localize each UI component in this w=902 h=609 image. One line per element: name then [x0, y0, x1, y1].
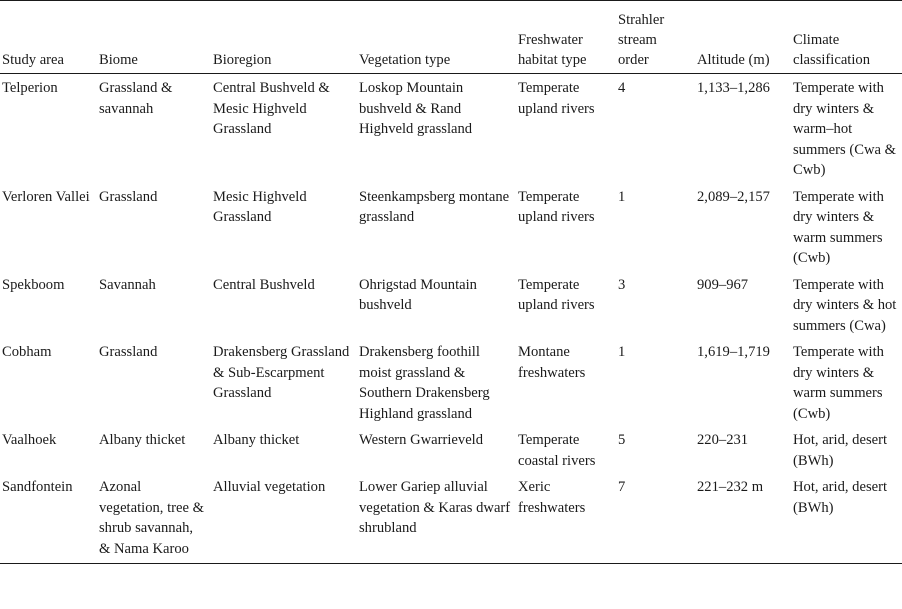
cell-habitat-type: Temperate upland rivers: [518, 188, 595, 225]
cell-biome: Azonal vegetation, tree & shrub savannah, & Nama Karoo: [99, 479, 204, 557]
cell-bioregion: Drakensberg Grassland & Sub-Escarpment Grassland: [213, 344, 350, 401]
cell-vegetation-type: Loskop Mountain bushveld & Rand Highveld grassland: [359, 80, 473, 137]
cell-altitude: 221–232 m: [697, 479, 764, 495]
cell-study-area: Telperion: [2, 80, 58, 96]
cell-biome: Savannah: [99, 276, 156, 293]
cell-bioregion: Mesic Highveld Grassland: [213, 188, 307, 225]
cell-biome: Grassland: [99, 188, 158, 205]
cell-climate: Temperate with dry winters & warm summers (Cwb): [793, 188, 884, 266]
cell-vegetation-type: Steenkampsberg montane grassland: [359, 188, 510, 225]
table-row: [0, 74, 902, 185]
table-header: [0, 1, 902, 74]
cell-altitude: 220–231: [697, 432, 749, 448]
header-row: [0, 1, 902, 74]
header-bioregion: Bioregion: [213, 52, 272, 68]
cell-stream-order: 3: [618, 276, 626, 293]
cell-altitude: 909–967: [697, 276, 749, 293]
cell-bioregion: Central Bushveld & Mesic Highveld Grassland: [213, 80, 330, 137]
cell-vegetation-type: Western Gwarrieveld: [359, 432, 484, 448]
cell-bioregion: Albany thicket: [213, 432, 300, 448]
cell-stream-order: 5: [618, 432, 626, 448]
cell-habitat-type: Temperate upland rivers: [518, 80, 595, 117]
cell-habitat-type: Xeric freshwaters: [518, 479, 586, 516]
header-vegetation-type: Vegetation type: [359, 52, 451, 68]
cell-biome: Albany thicket: [99, 432, 186, 448]
cell-climate: Hot, arid, desert (BWh): [793, 432, 888, 469]
cell-climate: Temperate with dry winters & hot summers (Cwa): [793, 276, 897, 334]
cell-altitude: 1,133–1,286: [697, 80, 770, 96]
header-altitude: Altitude (m): [697, 52, 770, 68]
cell-climate: Hot, arid, desert (BWh): [793, 479, 888, 516]
cell-study-area: Vaalhoek: [2, 432, 57, 448]
cell-climate: Temperate with dry winters & warm summers (Cwb): [793, 344, 884, 422]
cell-vegetation-type: Ohrigstad Mountain bushveld: [359, 276, 477, 313]
table-row: [0, 428, 902, 475]
cell-study-area: Sandfontein: [2, 479, 73, 495]
cell-study-area: Cobham: [2, 344, 52, 360]
cell-stream-order: 1: [618, 344, 626, 360]
cell-vegetation-type: Lower Gariep alluvial vegetation & Karas dwarf shrubland: [359, 479, 511, 536]
cell-biome: Grassland: [99, 344, 158, 360]
header-strahler-stream-order: Strahler stream order: [618, 12, 665, 68]
header-biome: Biome: [99, 52, 138, 68]
header-study-area: Study area: [2, 52, 65, 68]
cell-vegetation-type: Drakensberg foothill moist grassland & Southern Drakensberg Highland grassland: [359, 344, 490, 422]
table-row: [0, 475, 902, 564]
table-row: [0, 273, 902, 341]
cell-study-area: Verloren Vallei: [2, 188, 90, 205]
cell-study-area: Spekboom: [2, 276, 65, 293]
cell-climate: Temperate with dry winters & warm–hot summers (Cwa & Cwb): [793, 80, 896, 178]
cell-altitude: 1,619–1,719: [697, 344, 770, 360]
cell-bioregion: Alluvial vegetation: [213, 479, 326, 495]
table-row: [0, 185, 902, 273]
table-body: [0, 74, 902, 564]
cell-habitat-type: Temperate upland rivers: [518, 276, 595, 313]
table-row: [0, 340, 902, 428]
cell-biome: Grassland & savannah: [99, 80, 173, 117]
cell-altitude: 2,089–2,157: [697, 188, 770, 205]
cell-bioregion: Central Bushveld: [213, 276, 315, 293]
header-freshwater-habitat-type: Freshwater habitat type: [518, 32, 587, 68]
cell-stream-order: 4: [618, 80, 626, 96]
cell-habitat-type: Temperate coastal rivers: [518, 432, 596, 469]
cell-habitat-type: Montane freshwaters: [518, 344, 586, 381]
header-climate-classification: Climate classification: [793, 32, 870, 68]
cell-stream-order: 7: [618, 479, 626, 495]
cell-stream-order: 1: [618, 188, 626, 205]
